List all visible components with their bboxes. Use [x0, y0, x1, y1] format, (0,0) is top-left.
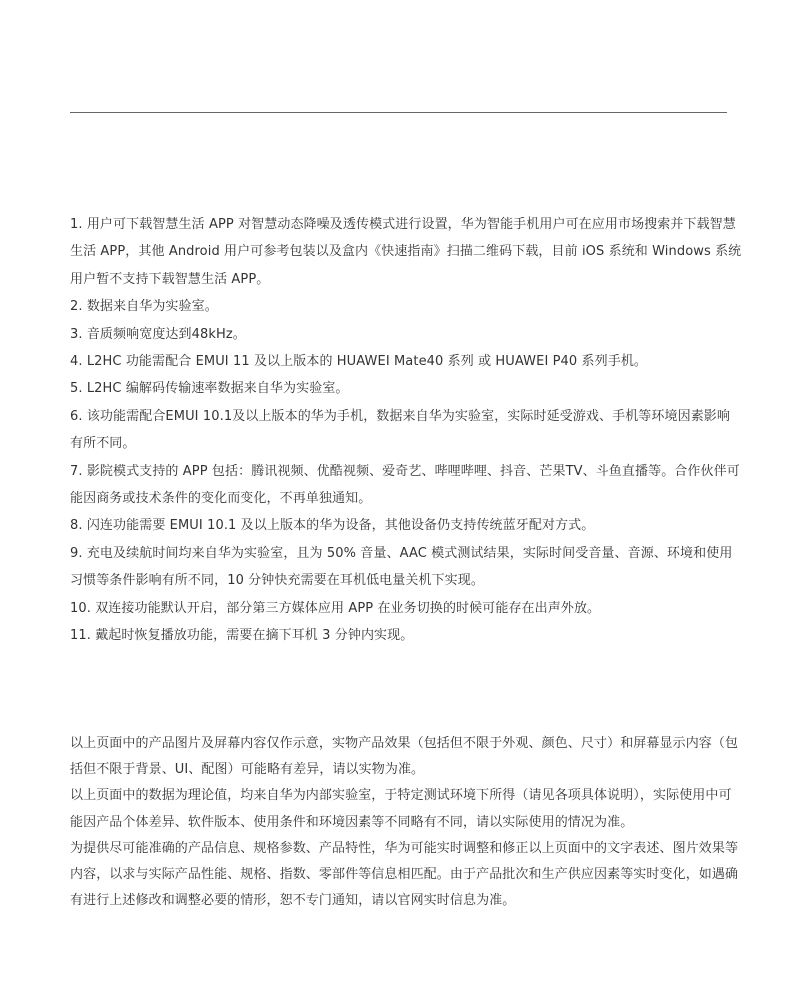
footnote-9: 9. 充电及续航时间均来自华为实验室，且为 50% 音量、AAC 模式测试结果，实际时间受音量、音源、环境和使用习惯等条件影响有所不同，10 分钟快充需要在耳机低电量关机下实现。 [70, 545, 733, 589]
footnote-4: 4. L2HC 功能需配合 EMUI 11 及以上版本的 HUAWEI Mate40 系列 或 HUAWEI P40 系列手机。 [70, 354, 648, 370]
top-divider [70, 112, 727, 113]
disclaimer-updates: 为提供尽可能准确的产品信息、规格参数、产品特性，华为可能实时调整和修正以上页面中的文字表述、图片效果等内容，以求与实际产品性能、规格、指数、零部件等信息相匹配。由于产品批次和生产供应因素等实时变化，如遇确有进行上述修改和调整必要的情形，恕不专门通知，请以官网实时信息为准。 [70, 840, 739, 909]
footnote-7: 7. 影院模式支持的 APP 包括：腾讯视频、优酷视频、爱奇艺、哔哩哔哩、抖音、芒果TV、斗鱼直播等。合作伙伴可能因商务或技术条件的变化而变化，不再单独通知。 [70, 463, 740, 507]
footnote-5: 5. L2HC 编解码传输速率数据来自华为实验室。 [70, 381, 349, 397]
footnote-3: 3. 音质频响宽度达到48kHz。 [70, 326, 246, 342]
disclaimer-images: 以上页面中的产品图片及屏幕内容仅作示意，实物产品效果（包括但不限于外观、颜色、尺寸）和屏幕显示内容（包括但不限于背景、UI、配图）可能略有差异，请以实物为准。 [70, 736, 739, 778]
disclaimer-data: 以上页面中的数据为理论值，均来自华为内部实验室，于特定测试环境下所得（请见各项具体说明），实际使用中可能因产品个体差异、软件版本、使用条件和环境因素等不同略有不同，请以实际使用的情况为准。 [70, 788, 732, 830]
footnote-6: 6. 该功能需配合EMUI 10.1及以上版本的华为手机，数据来自华为实验室，实际时延受游戏、手机等环境因素影响有所不同。 [70, 408, 730, 452]
footnote-8: 8. 闪连功能需要 EMUI 10.1 及以上版本的华为设备，其他设备仍支持传统蓝牙配对方式。 [70, 518, 595, 534]
footnote-2: 2. 数据来自华为实验室。 [70, 299, 218, 315]
footnote-10: 10. 双连接功能默认开启，部分第三方媒体应用 APP 在业务切换的时候可能存在出声外放。 [70, 600, 601, 616]
disclaimer-section [70, 731, 742, 914]
footnote-11: 11. 戴起时恢复播放功能，需要在摘下耳机 3 分钟内实现。 [70, 628, 414, 644]
footnote-1: 1. 用户可下载智慧生活 APP 对智慧动态降噪及透传模式进行设置，华为智能手机用户可在应用市场搜索并下载智慧生活 APP，其他 Android 用户可参考包装以及盒内《快速指南》扫描二维码下载，目前 iOS 系统和 Windows 系统用户暂不支持下载智慧生活 APP。 [70, 217, 742, 287]
footnotes-list [70, 211, 742, 650]
